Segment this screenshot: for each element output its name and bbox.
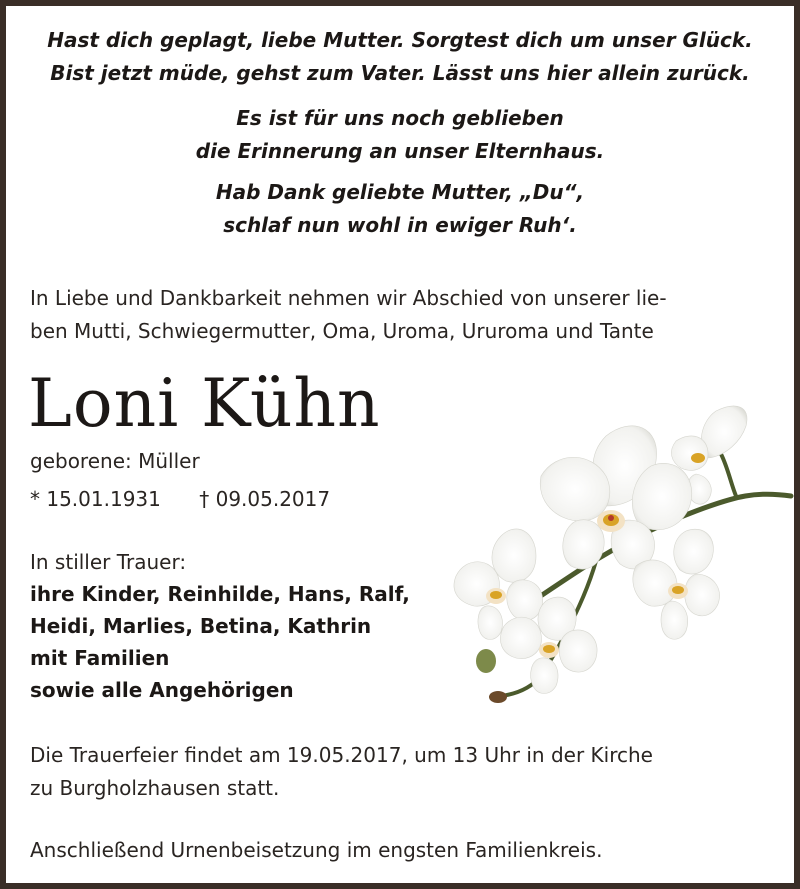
poem-line: Bist jetzt müde, gehst zum Vater. Lässt uns hier allein zurück. [50, 61, 750, 85]
poem-line: schlaf nun wohl in ewiger Ruh‘. [223, 213, 577, 237]
orchid-stem [721, 454, 736, 496]
poem-line: Hast dich geplagt, liebe Mutter. Sorgtest dich um unser Glück. [47, 28, 753, 52]
funeral-notice [30, 739, 653, 805]
birth-date: * 15.01.1931 [30, 487, 161, 511]
farewell-intro [30, 282, 780, 348]
death-date: † 09.05.2017 [199, 487, 331, 511]
orchid-flower-image [446, 396, 794, 716]
deceased-name: Loni Kühn [28, 365, 381, 442]
poem-stanza-3 [6, 176, 794, 242]
maiden-name: geborene: Müller [30, 449, 200, 473]
intro-line: In Liebe und Dankbarkeit nehmen wir Abschied von unserer lie- [30, 286, 667, 310]
mourners-line: mit Familien [30, 646, 170, 670]
mourners-line: Heidi, Marlies, Betina, Kathrin [30, 614, 372, 638]
orchid-bud [476, 649, 496, 673]
mourners-block [30, 546, 410, 706]
poem-line: die Erinnerung an unser Elternhaus. [195, 139, 605, 163]
orchid-blossom [540, 426, 692, 569]
obituary-card [6, 6, 794, 883]
poem-line: Es ist für uns noch geblieben [236, 106, 564, 130]
funeral-line: zu Burgholzhausen statt. [30, 776, 280, 800]
mourners-line: ihre Kinder, Reinhilde, Hans, Ralf, [30, 582, 410, 606]
mourners-heading: In stiller Trauer: [30, 550, 187, 574]
life-dates [30, 487, 330, 511]
poem-line: Hab Dank geliebte Mutter, „Du“, [215, 180, 585, 204]
orchid-bud [489, 691, 507, 703]
mourners-line: sowie alle Angehörigen [30, 678, 294, 702]
poem-stanza-2 [6, 102, 794, 168]
burial-notice: Anschließend Urnenbeisetzung im engsten Familienkreis. [30, 838, 603, 862]
funeral-line: Die Trauerfeier findet am 19.05.2017, um 13 Uhr in der Kirche [30, 743, 653, 767]
poem-stanza-1 [6, 24, 794, 90]
intro-line: ben Mutti, Schwiegermutter, Oma, Uroma, Ururoma und Tante [30, 319, 654, 343]
